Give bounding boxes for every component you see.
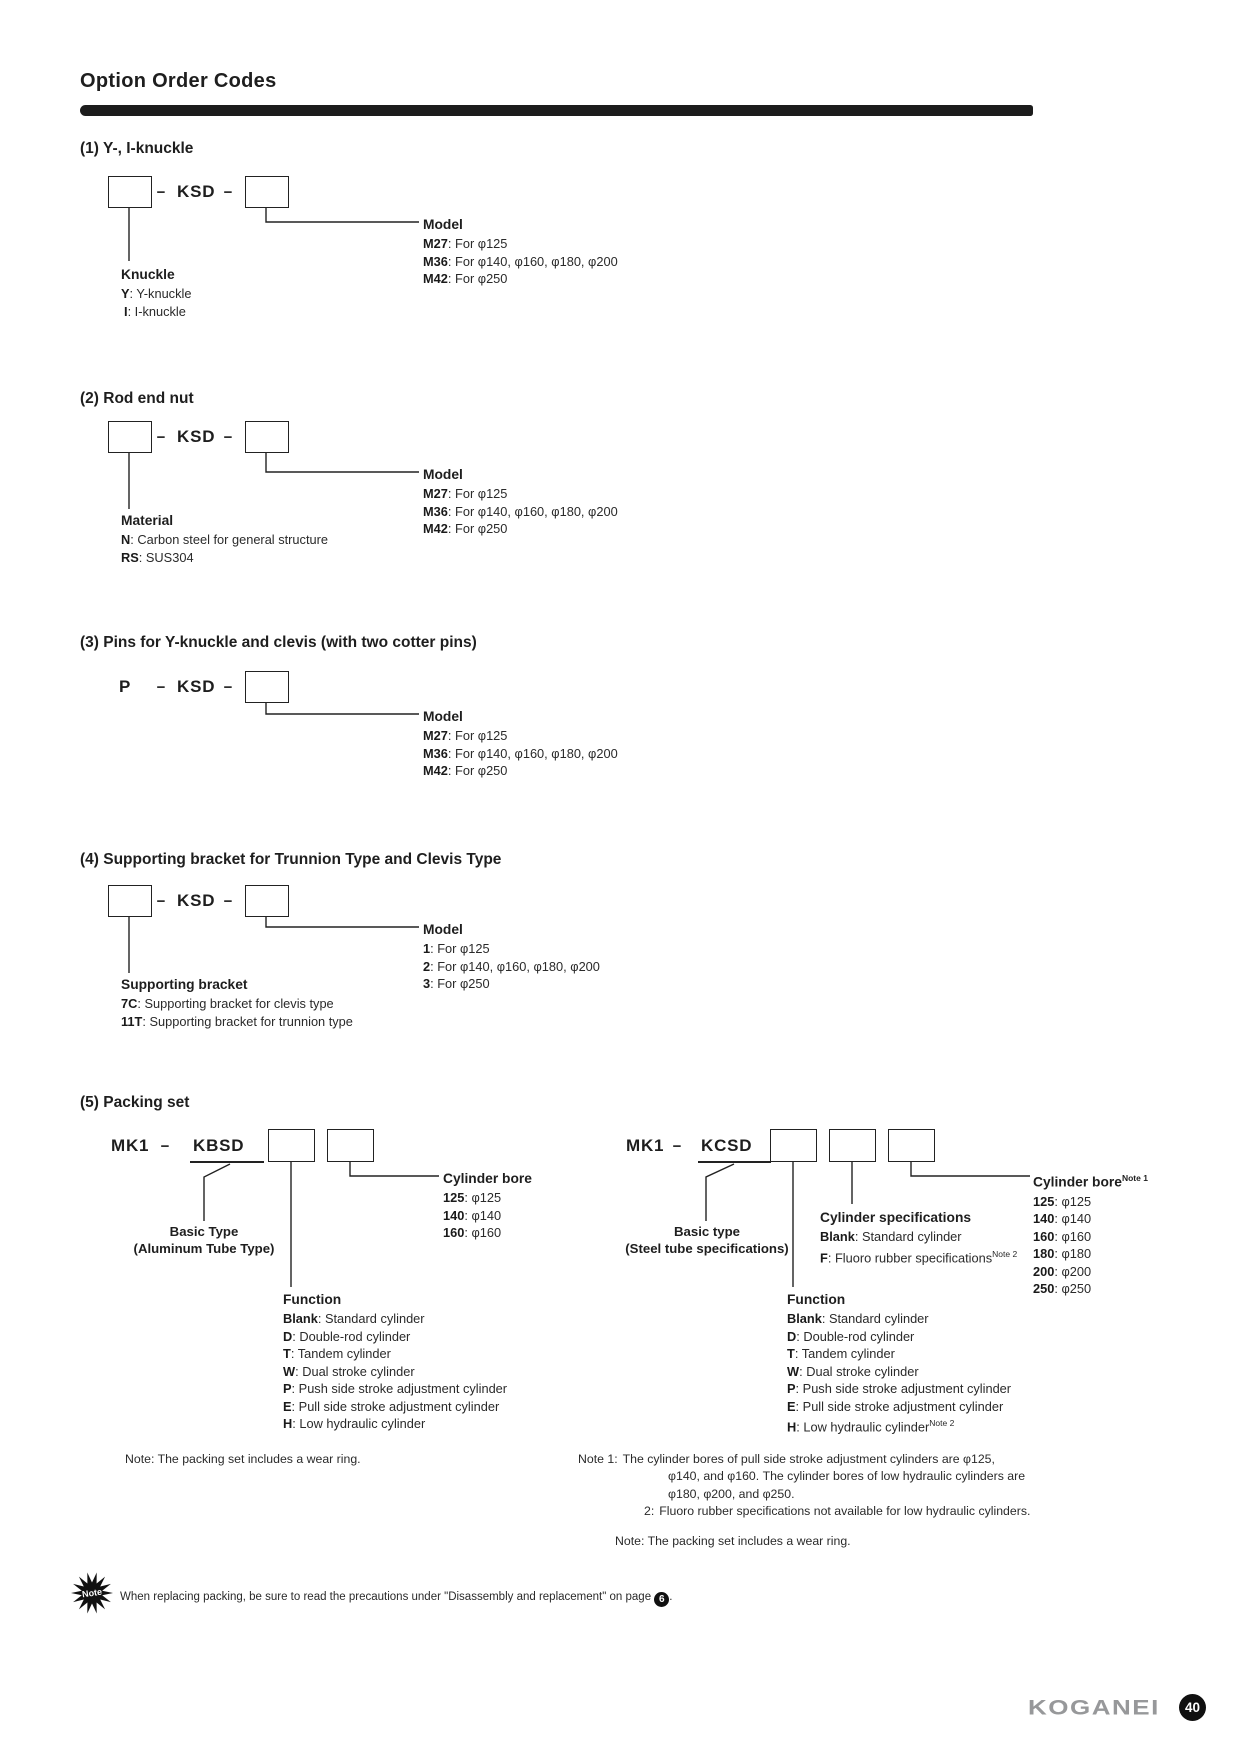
knuckle-legend: [121, 266, 191, 320]
caution-note: When replacing packing, be sure to read the precautions under "Disassembly and replacement" on page 6 .: [120, 1591, 673, 1605]
legend-item: I: I-knuckle: [124, 303, 186, 319]
legend-item: W: Dual stroke cylinder: [283, 1363, 415, 1379]
packing-set-note: Note: The packing set includes a wear ring.: [125, 1452, 361, 1466]
connector-line: [706, 1164, 734, 1221]
legend-item: Blank: Standard cylinder: [283, 1311, 425, 1326]
legend-item: M27: For φ125: [423, 486, 508, 501]
legend-item: M42: For φ250: [423, 763, 508, 778]
section-5-heading: (5) Packing set: [80, 1094, 190, 1111]
prefix-code: MK1: [111, 1136, 150, 1155]
legend-title: Model: [423, 709, 463, 724]
legend-item: 200: φ200: [1033, 1263, 1092, 1279]
legend-title: Function: [787, 1292, 846, 1307]
code-dash: −: [160, 1138, 170, 1155]
cylinder-bore-legend: [443, 1170, 532, 1242]
legend-item: F: Fluoro rubber specifications$^{Note 2}$: [820, 1248, 1018, 1265]
order-code-box: [245, 671, 289, 703]
footnote-line: Note 1: The cylinder bores of pull side stroke adjustment cylinders are φ125,: [578, 1452, 995, 1466]
legend-item: M27: For φ125: [423, 236, 508, 251]
order-code-box: [245, 176, 289, 208]
legend-title: Model: [423, 217, 463, 232]
series-code: KSD: [177, 891, 216, 910]
legend-item: 2: For φ140, φ160, φ180, φ200: [423, 958, 600, 974]
legend-item: M42: For φ250: [423, 271, 508, 286]
legend-item: 160: φ160: [443, 1225, 502, 1240]
footnote-line: 2: Fluoro rubber specifications not available for low hydraulic cylinders.: [644, 1504, 1031, 1519]
model-legend: [423, 921, 600, 993]
model-legend: [423, 216, 618, 288]
legend-item: 140: φ140: [443, 1207, 502, 1223]
connector-line: [911, 1162, 1030, 1176]
koganei-logo: KOGANEI: [1028, 1694, 1160, 1720]
legend-item: E: Pull side stroke adjustment cylinder: [283, 1398, 500, 1414]
connector-line: [350, 1162, 439, 1176]
order-code-box: [108, 421, 152, 453]
page-number-badge: 40: [1179, 1694, 1206, 1721]
legend-item: M42: For φ250: [423, 521, 508, 536]
legend-item: M36: For φ140, φ160, φ180, φ200: [423, 253, 618, 269]
legend-item: 180: φ180: [1033, 1246, 1092, 1262]
section-2-heading: (2) Rod end nut: [80, 390, 194, 407]
code-dash: −: [672, 1138, 682, 1155]
legend-item: D: Double-rod cylinder: [787, 1328, 915, 1344]
code-dash: −: [223, 893, 233, 910]
order-code-box: [327, 1129, 374, 1162]
order-code-box: [829, 1129, 876, 1162]
legend-title: Model: [423, 467, 463, 482]
legend-title: Cylinder bore: [443, 1171, 532, 1186]
legend-item: M36: For φ140, φ160, φ180, φ200: [423, 745, 618, 761]
footnote-line: φ140, and φ160. The cylinder bores of low hydraulic cylinders are: [668, 1469, 1026, 1484]
legend-item: 1: For φ125: [423, 941, 490, 956]
connector-line: [266, 208, 419, 222]
section-3-heading: (3) Pins for Y-knuckle and clevis (with two cotter pins): [80, 634, 477, 651]
series-code: KBSD: [193, 1136, 245, 1155]
legend-item: 125: φ125: [1033, 1193, 1092, 1209]
legend-item: Y: Y-knuckle: [121, 286, 192, 301]
order-code-box: [108, 176, 152, 208]
function-legend: [787, 1291, 1011, 1436]
legend-title: Material: [121, 513, 174, 528]
section-4-heading: (4) Supporting bracket for Trunnion Type and Clevis Type: [80, 851, 502, 868]
footnotes: [578, 1451, 1030, 1521]
legend-item: H: Low hydraulic cylinder: [283, 1416, 426, 1431]
material-legend: [121, 512, 328, 566]
order-code-box: [245, 885, 289, 917]
note-starburst-icon: [70, 1570, 116, 1616]
legend-item: W: Dual stroke cylinder: [787, 1363, 919, 1379]
legend-item: H: Low hydraulic cylinder$^{Note 2}$: [787, 1418, 955, 1435]
legend-title: Function: [283, 1292, 342, 1307]
order-code-box: [888, 1129, 935, 1162]
cylinder-bore-legend: [1033, 1170, 1148, 1298]
legend-item: M27: For φ125: [423, 728, 508, 743]
series-code: KCSD: [701, 1136, 753, 1155]
model-legend: [423, 466, 618, 538]
order-code-box: [770, 1129, 817, 1162]
legend-item: 250: φ250: [1033, 1281, 1092, 1297]
code-dash: −: [156, 429, 166, 446]
page-ref-badge: 6: [654, 1592, 669, 1607]
connector-line: [266, 917, 419, 927]
code-dash: −: [156, 184, 166, 201]
legend-title: Supporting bracket: [121, 977, 248, 992]
prefix-code: P: [119, 677, 132, 696]
series-code: KSD: [177, 182, 216, 201]
legend-item: Blank: Standard cylinder: [820, 1229, 962, 1244]
series-code: KSD: [177, 677, 216, 696]
legend-item: 140: φ140: [1033, 1211, 1092, 1227]
legend-title: Model: [423, 922, 463, 937]
connector-line: [266, 703, 419, 714]
order-code-box: [108, 885, 152, 917]
section-1-heading: (1) Y-, I-knuckle: [80, 140, 194, 157]
connector-line: [266, 453, 419, 472]
series-code: KSD: [177, 427, 216, 446]
code-dash: −: [223, 184, 233, 201]
basic-type-label: Basic Type (Aluminum Tube Type): [133, 1224, 275, 1256]
legend-item: 125: φ125: [443, 1190, 502, 1205]
legend-item: P: Push side stroke adjustment cylinder: [787, 1381, 1012, 1396]
connector-line: [204, 1164, 230, 1221]
supporting-bracket-legend: [121, 976, 353, 1030]
function-legend: [283, 1291, 507, 1433]
legend-item: 7C: Supporting bracket for clevis type: [121, 996, 334, 1011]
legend-item: D: Double-rod cylinder: [283, 1328, 411, 1344]
model-legend: [423, 708, 618, 780]
legend-item: 11T: Supporting bracket for trunnion type: [121, 1013, 353, 1029]
basic-type-label: Basic type (Steel tube specifications): [625, 1224, 789, 1256]
page-title: Option Order Codes: [80, 70, 277, 92]
code-underline: [190, 1161, 264, 1163]
legend-item: E: Pull side stroke adjustment cylinder: [787, 1398, 1004, 1414]
legend-item: Blank: Standard cylinder: [787, 1311, 929, 1326]
legend-item: RS: SUS304: [121, 549, 194, 565]
legend-item: T: Tandem cylinder: [283, 1346, 391, 1361]
code-dash: −: [156, 893, 166, 910]
legend-item: M36: For φ140, φ160, φ180, φ200: [423, 503, 618, 519]
code-underline: [698, 1161, 771, 1163]
legend-item: 3: For φ250: [423, 976, 490, 991]
order-code-box: [268, 1129, 315, 1162]
code-dash: −: [156, 679, 166, 696]
legend-title: Cylinder bore$^{Note 1}$: [1033, 1173, 1148, 1190]
prefix-code: MK1: [626, 1136, 665, 1155]
title-rule: [80, 105, 1033, 116]
legend-title: Knuckle: [121, 267, 175, 282]
legend-item: N: Carbon steel for general structure: [121, 532, 328, 547]
cylinder-spec-legend: [820, 1209, 1017, 1266]
legend-title: Cylinder specifications: [820, 1210, 972, 1225]
code-dash: −: [223, 679, 233, 696]
code-dash: −: [223, 429, 233, 446]
packing-set-note: Note: The packing set includes a wear ring.: [615, 1534, 851, 1548]
svg-text:Note: Note: [81, 1586, 103, 1600]
legend-item: T: Tandem cylinder: [787, 1346, 895, 1361]
footnote-line: φ180, φ200, and φ250.: [668, 1486, 795, 1501]
order-code-box: [245, 421, 289, 453]
legend-item: 160: φ160: [1033, 1228, 1092, 1244]
legend-item: P: Push side stroke adjustment cylinder: [283, 1381, 508, 1396]
